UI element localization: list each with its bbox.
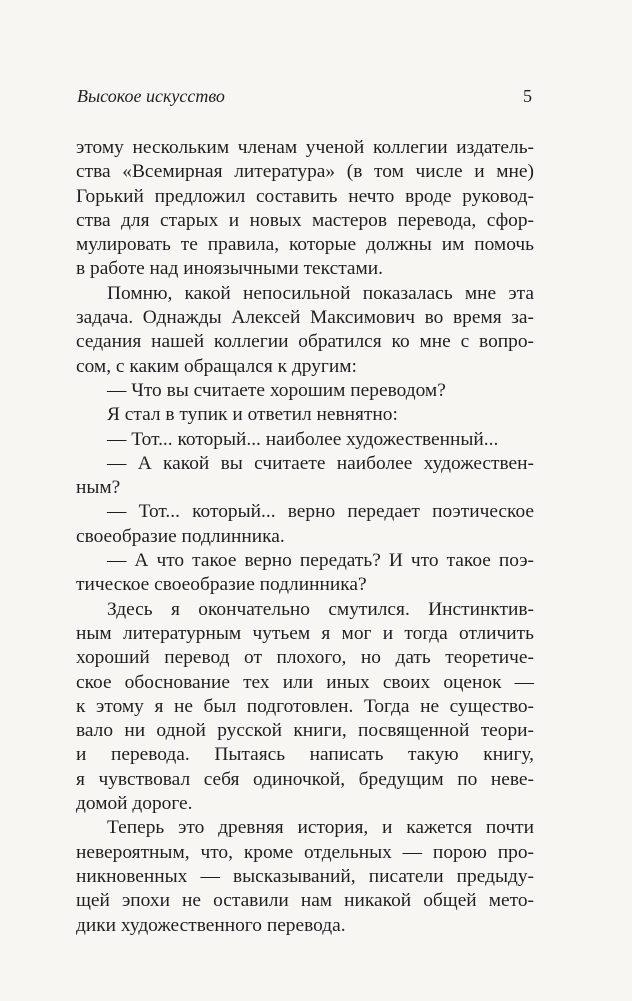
- text-line: дики художественного перевода.: [76, 914, 346, 936]
- text-line: ства для старых и новых мастеров перевода, сфор-: [76, 209, 534, 231]
- page-number: 5: [523, 86, 532, 106]
- text-line: хороший перевод от плохого, но дать теоретиче-: [76, 647, 534, 669]
- body-text: [76, 136, 534, 938]
- text-line: ным?: [76, 477, 121, 499]
- text-line: сом, с каким обращался к другим:: [76, 355, 357, 377]
- paragraph: [76, 282, 534, 379]
- text-line: в работе над иноязычными текстами.: [76, 258, 384, 280]
- text-line: я чувствовал себя одиночкой, бредущим по неве-: [76, 768, 534, 790]
- paragraph: [76, 598, 534, 817]
- text-line: Помню, какой непосильной показалась мне эта: [107, 282, 534, 304]
- text-line: невероятным, что, кроме отдельных — порою про-: [76, 841, 534, 863]
- text-line: никновенных — высказываний, писатели предыду-: [76, 865, 534, 887]
- text-line: домой дороге.: [76, 793, 193, 815]
- text-line: тическое своеобразие подлинника?: [76, 574, 367, 596]
- running-title: Высокое искусство: [77, 86, 225, 106]
- text-line: — Тот... который... наиболее художественный...: [107, 428, 499, 450]
- text-line: Горький предложил составить нечто вроде руковод-: [76, 185, 534, 207]
- text-line: — А какой вы считаете наиболее художествен-: [107, 452, 534, 474]
- text-line: седания нашей коллегии обратился ко мне с вопро-: [76, 331, 534, 353]
- paragraph: [76, 403, 534, 427]
- text-line: к этому я не был подготовлен. Тогда не существо-: [76, 695, 534, 717]
- text-line: этому нескольким членам ученой коллегии издатель-: [76, 137, 534, 158]
- text-line: и перевода. Пытаясь написать такую книгу,: [76, 744, 534, 766]
- text-line: Я стал в тупик и ответил невнятно:: [107, 404, 398, 426]
- text-line: ства «Всемирная литература» (в том числе и мне): [76, 161, 534, 183]
- text-line: — А что такое верно передать? И что такое поэ-: [107, 550, 534, 572]
- paragraph: [76, 816, 534, 937]
- paragraph: [76, 428, 534, 452]
- text-line: задача. Однажды Алексей Максимович во время за-: [76, 307, 534, 329]
- paragraph: [76, 500, 534, 549]
- text-line: Теперь это древняя история, и кажется почти: [107, 817, 534, 839]
- paragraph: [76, 549, 534, 598]
- text-line: вало ни одной русской книги, посвященной теори-: [76, 720, 534, 742]
- text-line: своеобразие подлинника.: [76, 525, 285, 547]
- text-line: ское обоснование тех или иных своих оценок —: [76, 671, 534, 693]
- running-head: [77, 86, 534, 110]
- paragraph: [76, 379, 534, 403]
- text-line: Здесь я окончательно смутился. Инстинктив-: [107, 598, 534, 620]
- text-line: ным литературным чутьем я мог и тогда отличить: [76, 622, 534, 644]
- paragraph: [76, 452, 534, 501]
- paragraph: [76, 136, 534, 282]
- text-line: — Тот... который... верно передает поэтическое: [107, 501, 534, 523]
- text-line: — Что вы считаете хорошим переводом?: [107, 379, 446, 401]
- text-line: мулировать те правила, которые должны им помочь: [76, 234, 534, 256]
- text-line: щей эпохи не оставили нам никакой общей мето-: [76, 890, 534, 912]
